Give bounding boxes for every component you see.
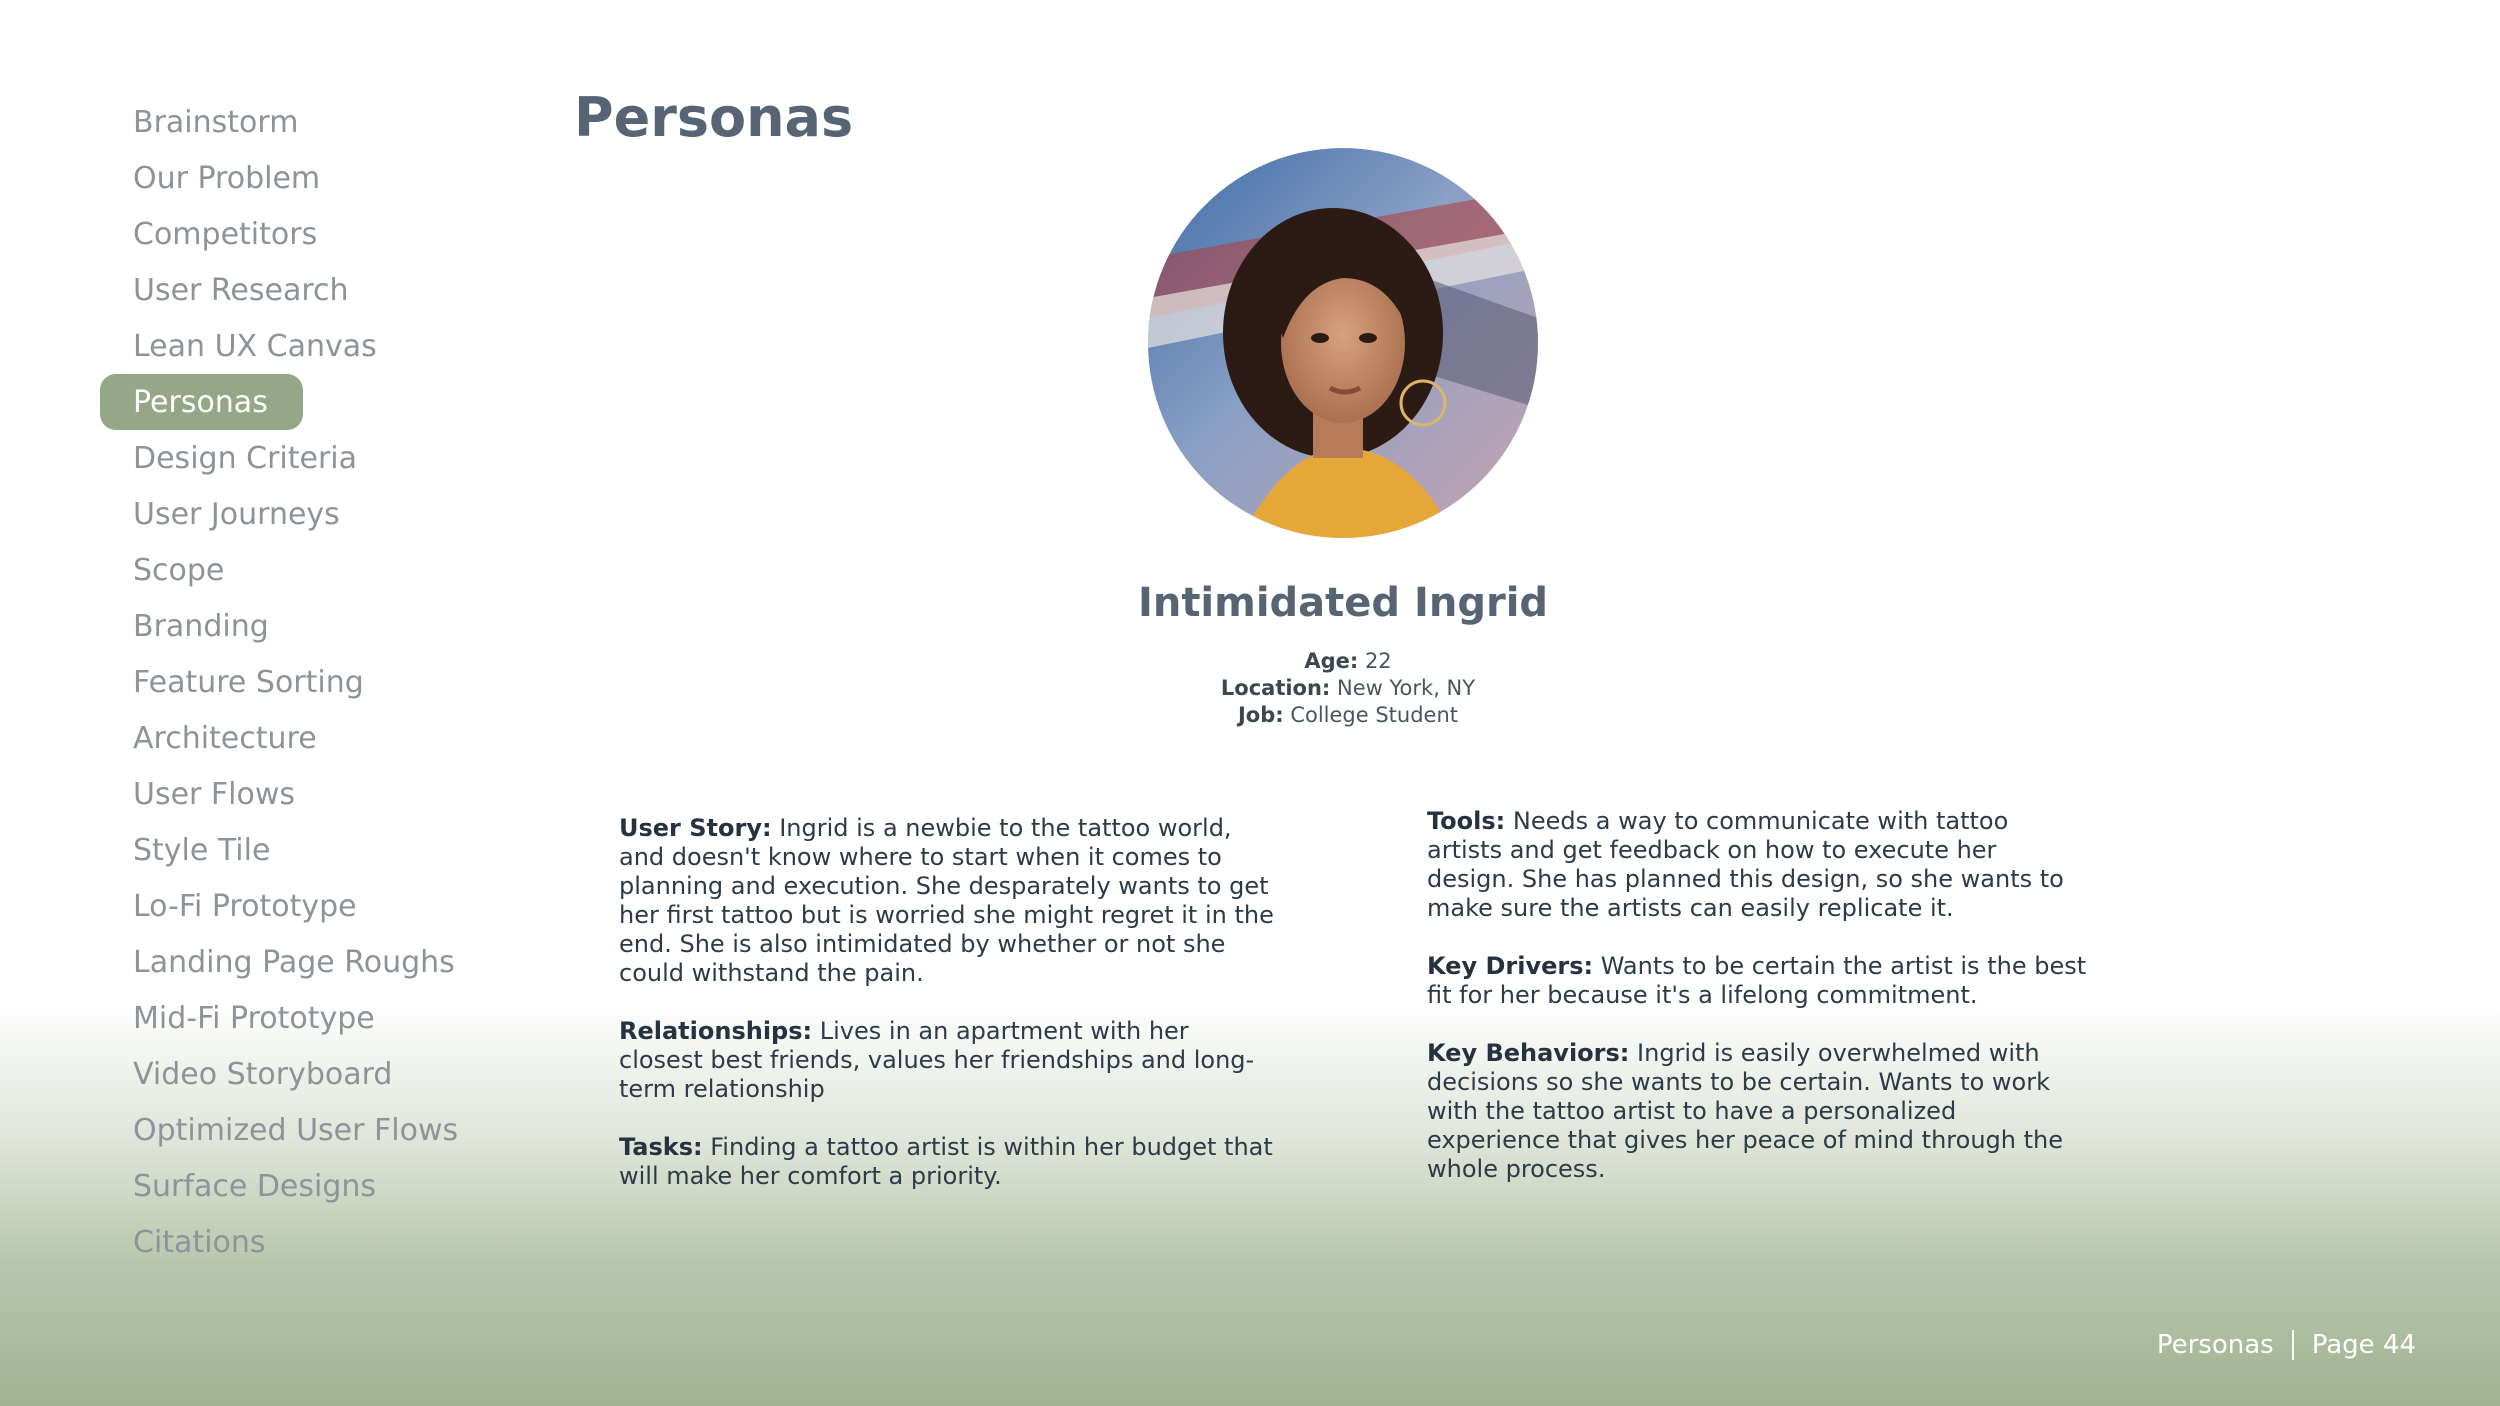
sidebar-item-style-tile[interactable]: Style Tile: [133, 832, 271, 868]
persona-right-column: [1427, 807, 2087, 1213]
sidebar-item-user-flows[interactable]: User Flows: [133, 776, 296, 812]
sidebar-item-lo-fi-prototype[interactable]: Lo-Fi Prototype: [133, 888, 357, 924]
persona-photo: [1148, 148, 1538, 538]
persona-avatar: [1148, 148, 1538, 538]
tools: [1427, 807, 2087, 923]
sidebar-item-branding[interactable]: Branding: [133, 608, 269, 644]
sidebar-item-video-storyboard[interactable]: Video Storyboard: [133, 1056, 393, 1092]
age-label: Age:: [1304, 649, 1359, 673]
sidebar-item-competitors[interactable]: Competitors: [133, 216, 318, 252]
sidebar-item-surface-designs[interactable]: Surface Designs: [133, 1168, 377, 1204]
user-story-text: Ingrid is a newbie to the tattoo world, and doesn't know where to start when it comes to planning and execution. She desparately wants to get her first tattoo but is worried she might regret it in the end. She is also intimidated by whether or not she could withstand the pain.: [619, 814, 1274, 987]
tasks: [619, 1133, 1279, 1191]
location-label: Location:: [1220, 676, 1331, 700]
sidebar-item-personas[interactable]: Personas: [100, 374, 303, 430]
relationships: [619, 1017, 1279, 1104]
key-drivers-label: Key Drivers:: [1427, 952, 1594, 980]
persona-job: [1000, 702, 1696, 729]
sidebar-item-design-criteria[interactable]: Design Criteria: [133, 440, 358, 476]
location-value: New York, NY: [1337, 676, 1476, 700]
sidebar-item-user-journeys[interactable]: User Journeys: [133, 496, 340, 532]
page-title: Personas: [574, 86, 854, 149]
user-story-label: User Story:: [619, 814, 772, 842]
sidebar-item-feature-sorting[interactable]: Feature Sorting: [133, 664, 364, 700]
footer-section: Personas: [2156, 1330, 2274, 1360]
tasks-text: Finding a tattoo artist is within her budget that will make her comfort a priority.: [619, 1133, 1273, 1190]
persona-details: [1000, 648, 1696, 729]
page-footer: [2157, 1330, 2416, 1360]
sidebar-nav: [100, 94, 500, 1270]
sidebar-item-scope[interactable]: Scope: [133, 552, 225, 588]
sidebar-item-citations[interactable]: Citations: [133, 1224, 266, 1260]
sidebar-item-brainstorm[interactable]: Brainstorm: [133, 104, 299, 140]
footer-divider: [2292, 1330, 2294, 1360]
persona-location: [1000, 675, 1696, 702]
footer-page-number: Page 44: [2311, 1330, 2416, 1360]
relationships-label: Relationships:: [619, 1017, 813, 1045]
sidebar-item-lean-ux-canvas[interactable]: Lean UX Canvas: [133, 328, 377, 364]
relationships-text: Lives in an apartment with her closest best friends, values her friendships and long-term relationship: [619, 1017, 1255, 1103]
tools-text: Needs a way to communicate with tattoo artists and get feedback on how to execute her design. She has planned this design, so she wants to make sure the artists can easily replicate it.: [1427, 807, 2064, 922]
user-story: [619, 814, 1279, 988]
sidebar-item-architecture[interactable]: Architecture: [133, 720, 317, 756]
persona-name: Intimidated Ingrid: [1137, 580, 1549, 626]
sidebar-item-mid-fi-prototype[interactable]: Mid-Fi Prototype: [133, 1000, 375, 1036]
key-behaviors-text: Ingrid is easily overwhelmed with decisions so she wants to be certain. Wants to work with the tattoo artist to have a personalized experience that gives her peace of mind through the whole process.: [1427, 1039, 2063, 1183]
key-drivers: [1427, 952, 2087, 1010]
tools-label: Tools:: [1427, 807, 1506, 835]
sidebar-item-optimized-user-flows[interactable]: Optimized User Flows: [133, 1112, 459, 1148]
sidebar-item-landing-page-roughs[interactable]: Landing Page Roughs: [133, 944, 455, 980]
job-value: College Student: [1290, 703, 1459, 727]
sidebar-item-user-research[interactable]: User Research: [133, 272, 349, 308]
tasks-label: Tasks:: [619, 1133, 703, 1161]
key-behaviors: [1427, 1039, 2087, 1184]
key-drivers-text: Wants to be certain the artist is the best fit for her because it's a lifelong commitment.: [1427, 952, 2087, 1009]
key-behaviors-label: Key Behaviors:: [1427, 1039, 1630, 1067]
persona-age: [1000, 648, 1696, 675]
persona-left-column: [619, 814, 1279, 1220]
sidebar-item-our-problem[interactable]: Our Problem: [133, 160, 321, 196]
age-value: 22: [1364, 649, 1392, 673]
job-label: Job:: [1237, 703, 1284, 727]
